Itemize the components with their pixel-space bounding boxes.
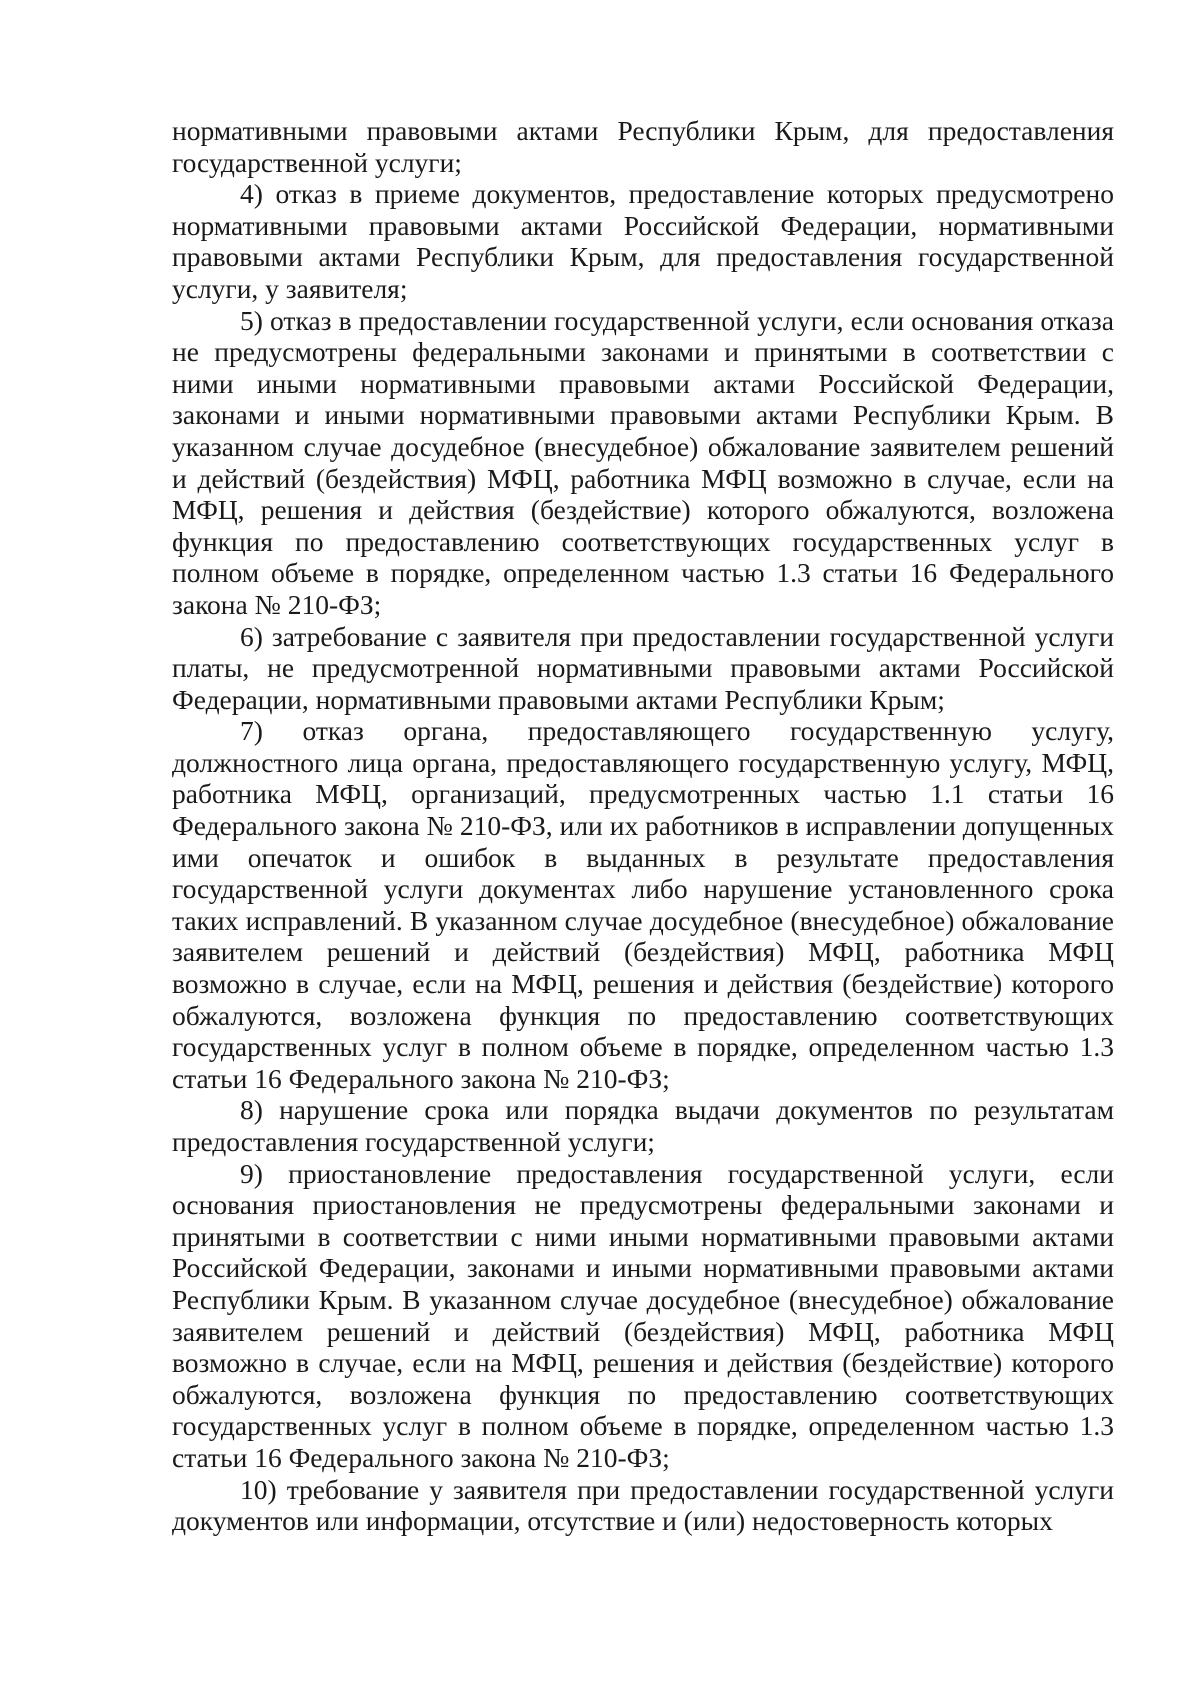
paragraph-item-10: 10) требование у заявителя при предоставлении государственной услуги документов или информации, отсутствие и (или) недостоверность которых <box>172 1473 1114 1537</box>
paragraph-item-8: 8) нарушение срока или порядка выдачи документов по результатам предоставления государственной услуги; <box>172 1094 1114 1157</box>
paragraph-continuation: нормативными правовыми актами Республики Крым, для предоставления государственной услуги; <box>172 115 1114 178</box>
paragraph-item-9: 9) приостановление предоставления государственной услуги, если основания приостановления не предусмотрены федеральными законами и принятыми в соответствии с ними иными нормативными правовыми актами Российской Федерации, законами и иными нормативными правовыми актами Республики Крым. В указанном случае досудебное (внесудебное) обжалование заявителем решений и действий (бездействия) МФЦ, работника МФЦ возможно в случае, если на МФЦ, решения и действия (бездействие) которого обжалуются, возложена функция по предоставлению соответствующих государственных услуг в полном объеме в порядке, определенном частью 1.3 статьи 16 Федерального закона № 210-ФЗ; <box>172 1157 1114 1473</box>
paragraph-item-6: 6) затребование с заявителя при предоставлении государственной услуги платы, не предусмотренной нормативными правовыми актами Российской Федерации, нормативными правовыми актами Республики Крым; <box>172 620 1114 715</box>
paragraph-item-4: 4) отказ в приеме документов, предоставление которых предусмотрено нормативными правовыми актами Российской Федерации, нормативными правовыми актами Республики Крым, для предоставления государственной услуги, у заявителя; <box>172 178 1114 304</box>
paragraph-item-7: 7) отказ органа, предоставляющего государственную услугу, должностного лица органа, предоставляющего государственную услугу, МФЦ, работника МФЦ, организаций, предусмотренных частью 1.1 статьи 16 Федерального закона № 210-ФЗ, или их работников в исправлении допущенных ими опечаток и ошибок в выданных в результате предоставления государственной услуги документах либо нарушение установленного срока таких исправлений. В указанном случае досудебное (внесудебное) обжалование заявителем решений и действий (бездействия) МФЦ, работника МФЦ возможно в случае, если на МФЦ, решения и действия (бездействие) которого обжалуются, возложена функция по предоставлению соответствующих государственных услуг в полном объеме в порядке, определенном частью 1.3 статьи 16 Федерального закона № 210-ФЗ; <box>172 715 1114 1094</box>
document-body <box>172 115 1114 1537</box>
paragraph-item-5: 5) отказ в предоставлении государственной услуги, если основания отказа не предусмотрены федеральными законами и принятыми в соответствии с ними иными нормативными правовыми актами Российской Федерации, законами и иными нормативными правовыми актами Республики Крым. В указанном случае досудебное (внесудебное) обжалование заявителем решений и действий (бездействия) МФЦ, работника МФЦ возможно в случае, если на МФЦ, решения и действия (бездействие) которого обжалуются, возложена функция по предоставлению соответствующих государственных услуг в полном объеме в порядке, определенном частью 1.3 статьи 16 Федерального закона № 210-ФЗ; <box>172 304 1114 620</box>
